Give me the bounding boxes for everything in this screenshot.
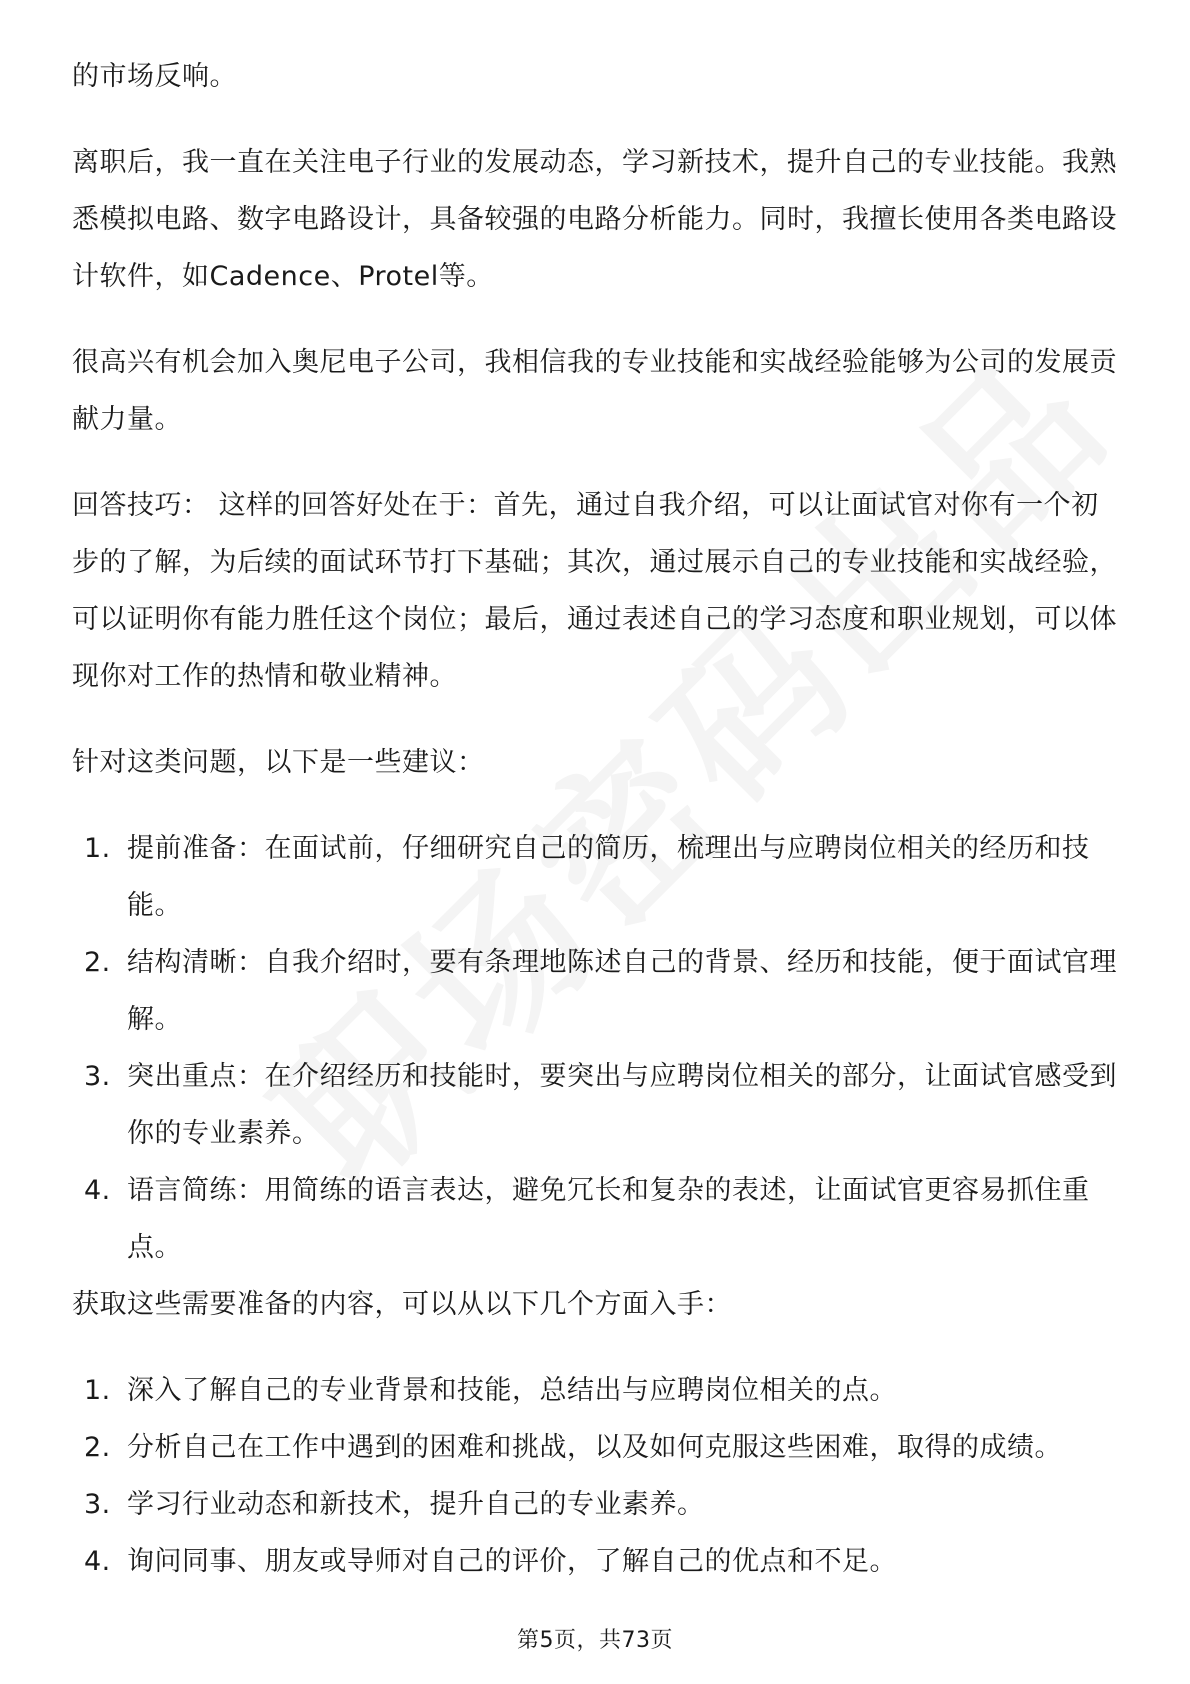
list-number: 3. [84,1489,111,1520]
paragraph-after-leaving: 离职后，我一直在关注电子行业的发展动态，学习新技术，提升自己的专业技能。我熟悉模拟电路、数字电路设计，具备较强的电路分析能力。同时，我擅长使用各类电路设计软件，如Cadence、Protel等。 [72,147,1117,292]
list-item-text: 分析自己在工作中遇到的困难和挑战，以及如何克服这些困难，取得的成绩。 [127,1432,1062,1463]
list-number: 3. [84,1061,111,1092]
prep-list [72,1362,1122,1590]
paragraph-market-response: 的市场反响。 [72,61,237,92]
paragraph-join-company: 很高兴有机会加入奥尼电子公司，我相信我的专业技能和实战经验能够为公司的发展贡献力量。 [72,347,1117,435]
page-footer: 第5页，共73页 [517,1628,673,1653]
suggestions-list [72,820,1122,1276]
list-item-text: 突出重点：在介绍经历和技能时，要突出与应聘岗位相关的部分，让面试官感受到你的专业素养。 [127,1061,1117,1149]
list-item [72,1362,1122,1419]
paragraph-suggestions-intro: 针对这类问题，以下是一些建议： [72,747,485,778]
paragraph-answer-tips: 回答技巧： 这样的回答好处在于：首先，通过自我介绍，可以让面试官对你有一个初步的了解，为后续的面试环节打下基础；其次，通过展示自己的专业技能和实战经验，可以证明你有能力胜任这个岗位；最后，通过表述自己的学习态度和职业规划，可以体现你对工作的热情和敬业精神。 [72,490,1117,692]
list-item [72,1476,1122,1533]
list-item [72,1162,1122,1276]
list-item [72,1048,1122,1162]
list-item-text: 询问同事、朋友或导师对自己的评价，了解自己的优点和不足。 [127,1546,897,1577]
list-number: 4. [84,1546,111,1577]
list-item [72,820,1122,934]
list-number: 4. [84,1175,111,1206]
list-item-text: 结构清晰：自我介绍时，要有条理地陈述自己的背景、经历和技能，便于面试官理解。 [127,947,1117,1035]
paragraph-prep-intro: 获取这些需要准备的内容，可以从以下几个方面入手： [72,1289,732,1320]
list-item [72,1533,1122,1590]
list-item [72,1419,1122,1476]
list-number: 2. [84,947,111,978]
list-item [72,934,1122,1048]
list-item-text: 深入了解自己的专业背景和技能，总结出与应聘岗位相关的点。 [127,1375,897,1406]
list-number: 2. [84,1432,111,1463]
list-number: 1. [84,1375,111,1406]
list-item-text: 提前准备：在面试前，仔细研究自己的简历，梳理出与应聘岗位相关的经历和技能。 [127,833,1090,921]
list-item-text: 学习行业动态和新技术，提升自己的专业素养。 [127,1489,705,1520]
list-number: 1. [84,833,111,864]
document-body [72,48,1122,1590]
list-item-text: 语言简练：用简练的语言表达，避免冗长和复杂的表述，让面试官更容易抓住重点。 [127,1175,1090,1263]
